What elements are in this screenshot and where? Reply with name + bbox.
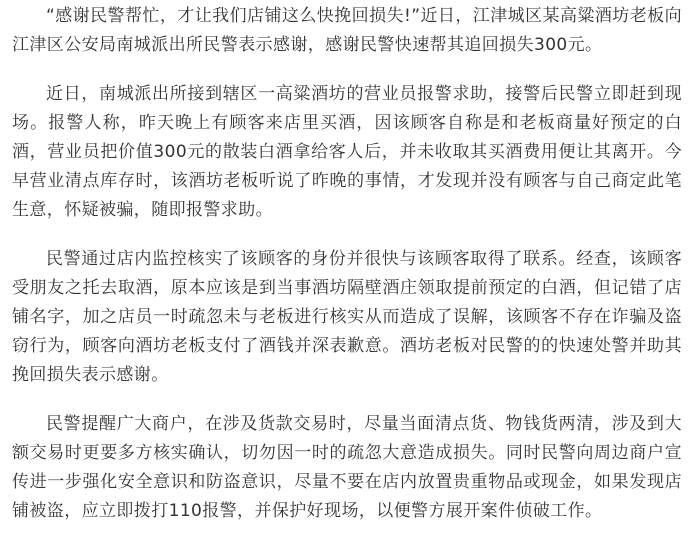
paragraph-report: 近日，南城派出所接到辖区一高粱酒坊的营业员报警求助，接警后民警立即赶到现场。报警人称，昨天晚上有顾客来店里买酒，因该顾客自称是和老板商量好预定的白酒，营业员把价值300元的散装白酒拿给客人后，并未收取其买酒费用便让其离开。今早营业清点库存时，该酒坊老板听说了昨晚的事情，才发现并没有顾客与自己商定此笔生意，怀疑被骗，随即报警求助。 xyxy=(12,84,682,220)
paragraph-reminder: 民警提醒广大商户，在涉及货款交易时，尽量当面清点货、物钱货两清，涉及到大额交易时更要多方核实确认，切勿因一时的疏忽大意造成损失。同时民警向周边商户宣传进一步强化安全意识和防盗意识，尽量不要在店内放置贵重物品或现金，如果发现店铺被盗，应立即拨打110报警，并保护好现场，以便警方展开案件侦破工作。 xyxy=(12,414,682,521)
paragraph-investigation: 民警通过店内监控核实了该顾客的身份并很快与该顾客取得了联系。经查，该顾客受朋友之托去取酒，原本应该是到当事酒坊隔壁酒庄领取提前预定的白酒，但记错了店铺名字，加之店员一时疏忽未与老板进行核实从而造成了误解，该顾客不存在诈骗及盗窃行为，顾客向酒坊老板支付了酒钱并深表歉意。酒坊老板对民警的的快速处警并助其挽回损失表示感谢。 xyxy=(12,249,682,385)
paragraph-thanks: “感谢民警帮忙，才让我们店铺这么快挽回损失!”近日，江津城区某高粱酒坊老板向江津区公安局南城派出所民警表示感谢，感谢民警快速帮其追回损失300元。 xyxy=(12,6,682,55)
article-body xyxy=(12,2,682,526)
